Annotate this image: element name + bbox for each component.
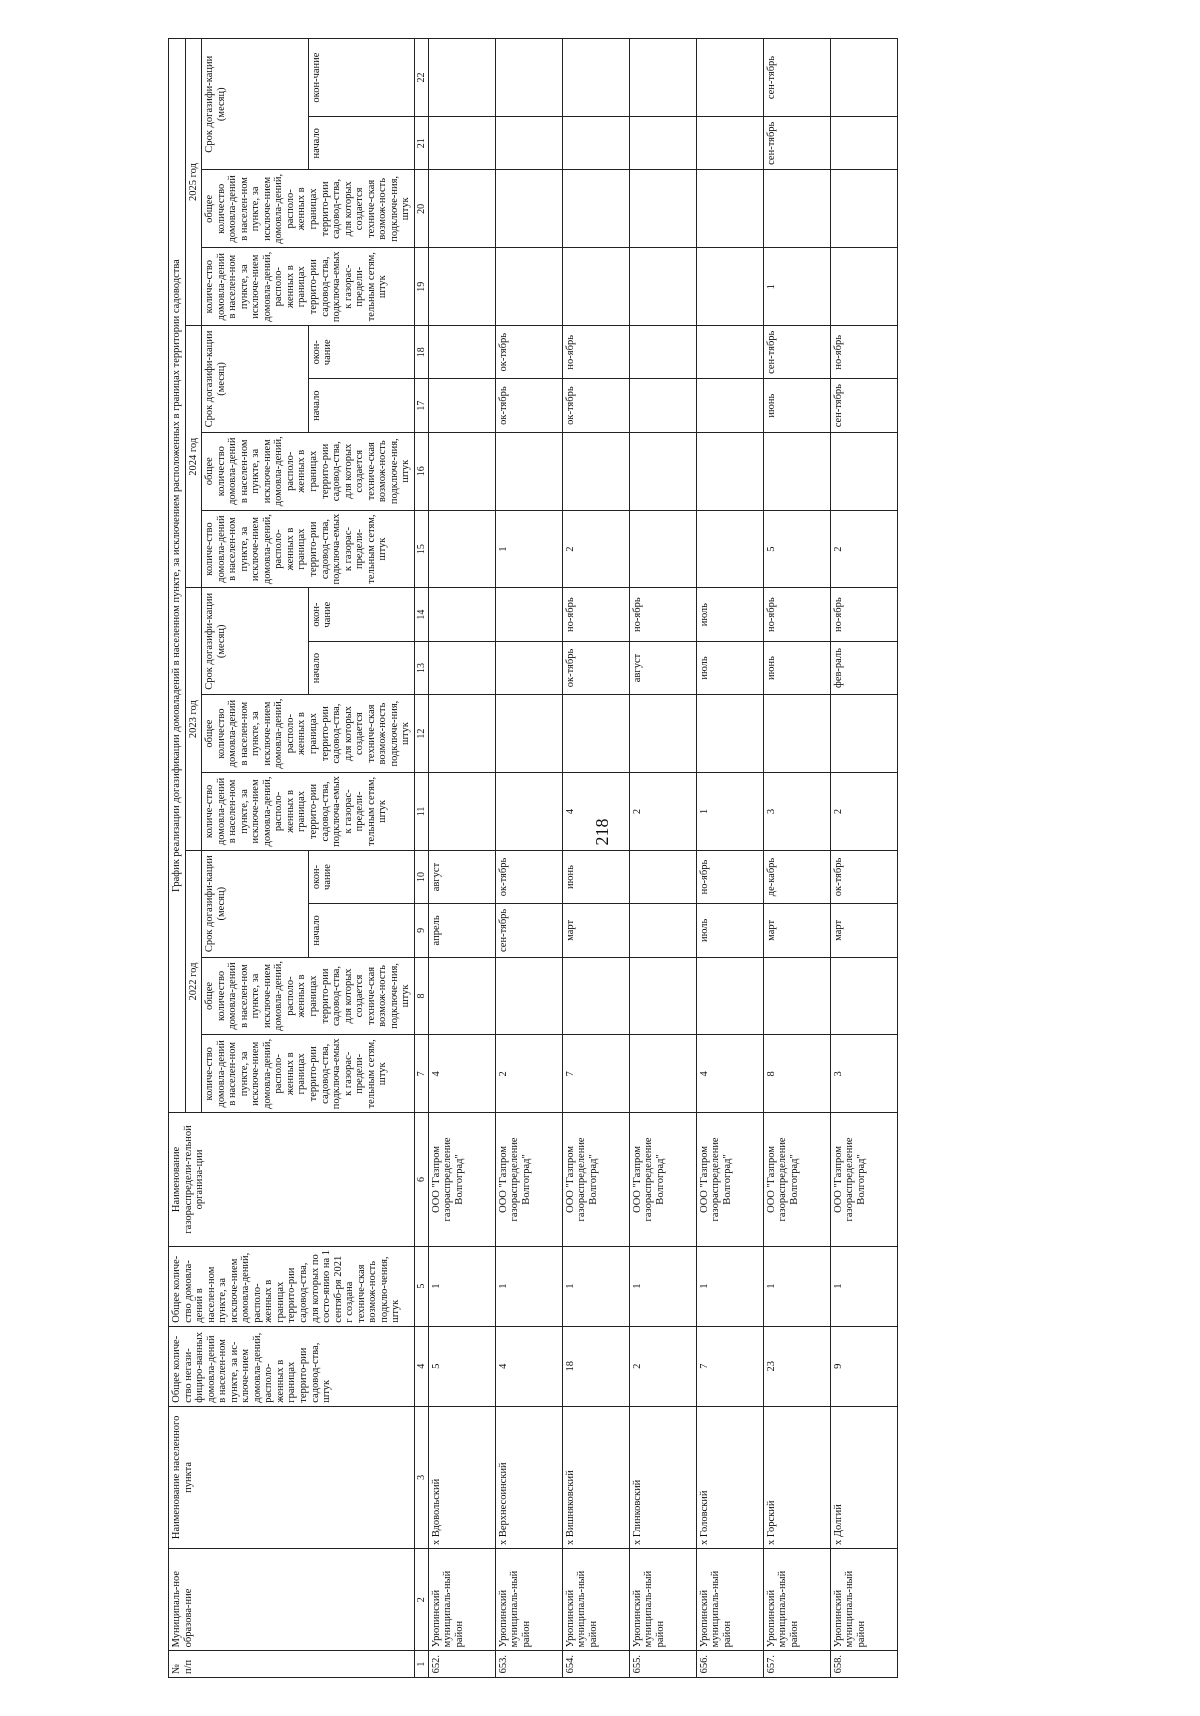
table-row [562,39,629,1678]
cell-c15 [629,510,696,588]
organization-cell: ООО "Газпром газораспределение Волгоград" [763,1113,830,1246]
cell-c18: но-ябрь [830,326,897,379]
cell-c7: 8 [763,1035,830,1113]
cell-c18: но-ябрь [562,326,629,379]
header-count-connected: количе-ство домовла-дений в населен-ном пункте, за исключе-нием домовла-дений, располо-женных в границах террито-рии садовод-ства, подключа-емых к газорас-предели-тельным сетям, штук [202,1035,415,1113]
header-count-technical: общее количество домовла-дений в населен-ном пункте, за исключе-нием домовла-дений, располо-женных в границах террито-рии садовод-ства, для которых создается техниче-ская возмож-ность подключе-ния, штук [202,957,415,1035]
cell-c4: 23 [763,1326,830,1406]
place-name-cell: х Глинковский [629,1406,696,1548]
cell-c4: 7 [696,1326,763,1406]
header-year-2024: 2024 год [185,326,202,588]
cell-c10: но-ябрь [696,850,763,903]
cell-c15: 2 [562,510,629,588]
cell-c18: сен-тябрь [763,326,830,379]
cell-c17: ок-тябрь [562,379,629,432]
column-numbers-row [414,39,428,1678]
cell-c21 [629,117,696,170]
column-number: 3 [414,1406,428,1548]
column-number: 22 [414,39,428,117]
place-name-cell: х Верхнесоинский [495,1406,562,1548]
cell-c18 [696,326,763,379]
column-number: 5 [414,1246,428,1326]
place-name-cell: х Горский [763,1406,830,1548]
cell-c12 [428,695,495,773]
municipality-cell: Урюпинский муниципаль-ный район [495,1549,562,1651]
cell-c11: 2 [830,773,897,851]
column-number: 21 [414,117,428,170]
column-number: 1 [414,1651,428,1678]
municipality-cell: Урюпинский муниципаль-ный район [428,1549,495,1651]
header-organization: Наименование газораспредели-тельной организа-ции [169,1113,415,1246]
header-count-technical: общее количество домовла-дений в населен-ном пункте, за исключе-нием домовла-дений, располо-женных в границах террито-рии садовод-ства, для которых создается техниче-ская возмож-ность подключе-ния, штук [202,695,415,773]
header-term: Срок догазифи-кации (месяц) [202,326,308,433]
cell-c17: июнь [763,379,830,432]
cell-c21 [495,117,562,170]
cell-c16 [696,432,763,510]
cell-c8 [629,957,696,1035]
cell-c17 [629,379,696,432]
cell-c18 [629,326,696,379]
cell-c4: 18 [562,1326,629,1406]
header-start: начало [308,641,414,694]
place-name-cell: х Долгий [830,1406,897,1548]
cell-c20 [428,170,495,248]
cell-c14 [495,588,562,641]
cell-c5: 1 [495,1246,562,1326]
municipality-cell: Урюпинский муниципаль-ный район [562,1549,629,1651]
header-end: окон-чание [308,850,414,903]
cell-c9: март [830,904,897,957]
header-schedule: График реализации догазификации домовладений в населенном пункте, за исключением расположенных в границах территории садоводства [169,39,186,1113]
gasification-schedule-table [168,38,898,1678]
cell-c13 [428,641,495,694]
table-row [830,39,897,1678]
column-number: 17 [414,379,428,432]
cell-c22 [629,39,696,117]
cell-c5: 1 [629,1246,696,1326]
header-count-connected: количе-ство домовла-дений в населен-ном пункте, за исключе-нием домовла-дений, располо-женных в границах террито-рии садовод-ства, подключа-емых к газорас-предели-тельным сетям, штук [202,773,415,851]
cell-c4: 2 [629,1326,696,1406]
cell-c5: 1 [562,1246,629,1326]
cell-c10 [629,850,696,903]
column-number: 10 [414,850,428,903]
cell-c11: 1 [696,773,763,851]
municipality-cell: Урюпинский муниципаль-ный район [696,1549,763,1651]
table-row [428,39,495,1678]
cell-c7 [629,1035,696,1113]
cell-c15: 2 [830,510,897,588]
header-place: Наименование населенного пункта [169,1406,415,1548]
cell-c19 [696,248,763,326]
cell-c16 [495,432,562,510]
cell-c11 [428,773,495,851]
cell-c22 [428,39,495,117]
cell-c19 [830,248,897,326]
cell-c9: апрель [428,904,495,957]
cell-c20 [763,170,830,248]
cell-c8 [763,957,830,1035]
cell-c18: ок-тябрь [495,326,562,379]
cell-c13: ок-тябрь [562,641,629,694]
table-row [696,39,763,1678]
cell-c12 [495,695,562,773]
cell-c14: июль [696,588,763,641]
header-start: начало [308,117,414,170]
cell-c10: август [428,850,495,903]
cell-c15 [696,510,763,588]
header-year-2022: 2022 год [185,850,202,1112]
cell-c20 [495,170,562,248]
organization-cell: ООО "Газпром газораспределение Волгоград" [696,1113,763,1246]
row-number: 655. [629,1651,696,1678]
cell-c8 [428,957,495,1035]
cell-c4: 9 [830,1326,897,1406]
organization-cell: ООО "Газпром газораспределение Волгоград" [495,1113,562,1246]
page-number: 218 [592,818,612,846]
cell-c10: июнь [562,850,629,903]
row-number: 656. [696,1651,763,1678]
municipality-cell: Урюпинский муниципаль-ный район [763,1549,830,1651]
cell-c9: июль [696,904,763,957]
column-number: 19 [414,248,428,326]
municipality-cell: Урюпинский муниципаль-ный район [629,1549,696,1651]
cell-c12 [696,695,763,773]
cell-c19 [562,248,629,326]
column-number: 4 [414,1326,428,1406]
cell-c14: но-ябрь [562,588,629,641]
cell-c7: 3 [830,1035,897,1113]
cell-c9 [629,904,696,957]
cell-c21: сен-тябрь [763,117,830,170]
cell-c21 [696,117,763,170]
cell-c10: ок-тябрь [830,850,897,903]
cell-c5: 1 [763,1246,830,1326]
header-start: начало [308,904,414,957]
cell-c11: 2 [629,773,696,851]
header-total-nongasified: Общее количе-ство негази-фициро-ванных домовла-дений в населен-ном пункте, за ис-ключе-нием домовла-дений, располо-женных в границах террито-рии садовод-ства, штук [169,1326,415,1406]
cell-c15 [428,510,495,588]
place-name-cell: х Головский [696,1406,763,1548]
cell-c13 [495,641,562,694]
cell-c12 [763,695,830,773]
header-end: окон-чание [308,588,414,641]
column-number: 6 [414,1113,428,1246]
cell-c19 [495,248,562,326]
header-year-2025: 2025 год [185,39,202,326]
cell-c9: сен-тябрь [495,904,562,957]
organization-cell: ООО "Газпром газораспределение Волгоград" [629,1113,696,1246]
column-number: 18 [414,326,428,379]
cell-c7: 4 [696,1035,763,1113]
cell-c14 [428,588,495,641]
cell-c10: де-кабрь [763,850,830,903]
cell-c8 [696,957,763,1035]
cell-c11: 4 [562,773,629,851]
column-number: 13 [414,641,428,694]
cell-c5: 1 [830,1246,897,1326]
header-count-technical: общее количество домовла-дений в населен-ном пункте, за исключе-нием домовла-дений, располо-женных в границах террито-рии садовод-ства, для которых создается техниче-ская возмож-ность подключе-ния, штук [202,170,415,248]
cell-c22 [495,39,562,117]
row-number: 653. [495,1651,562,1678]
cell-c12 [562,695,629,773]
cell-c18 [428,326,495,379]
cell-c4: 4 [495,1326,562,1406]
cell-c9: март [763,904,830,957]
row-number: 654. [562,1651,629,1678]
column-number: 9 [414,904,428,957]
cell-c15: 1 [495,510,562,588]
column-number: 2 [414,1549,428,1651]
cell-c21 [830,117,897,170]
header-term: Срок догазифи-кации (месяц) [202,850,308,957]
rotated-table-page [168,38,1184,1678]
row-number: 658. [830,1651,897,1678]
cell-c13: фев-раль [830,641,897,694]
cell-c13: август [629,641,696,694]
organization-cell: ООО "Газпром газораспределение Волгоград" [562,1113,629,1246]
place-name-cell: х Вдовольский [428,1406,495,1548]
table-row [629,39,696,1678]
cell-c20 [629,170,696,248]
header-end: окон-чание [308,39,414,117]
cell-c16 [830,432,897,510]
cell-c21 [428,117,495,170]
header-count-connected: количе-ство домовла-дений в населен-ном пункте, за исключе-нием домовла-дений, располо-женных в границах террито-рии садовод-ства, подключа-емых к газорас-предели-тельным сетям, штук [202,248,415,326]
cell-c8 [495,957,562,1035]
cell-c7: 4 [428,1035,495,1113]
cell-c4: 5 [428,1326,495,1406]
cell-c21 [562,117,629,170]
municipality-cell: Урюпинский муниципаль-ный район [830,1549,897,1651]
cell-c10: ок-тябрь [495,850,562,903]
cell-c15: 5 [763,510,830,588]
cell-c16 [763,432,830,510]
cell-c16 [629,432,696,510]
cell-c7: 7 [562,1035,629,1113]
cell-c12 [629,695,696,773]
cell-c17 [696,379,763,432]
cell-c22 [830,39,897,117]
header-municipality: Муниципаль-ное образова-ние [169,1549,415,1651]
column-number: 8 [414,957,428,1035]
header-num: № п/п [169,1651,415,1678]
column-number: 14 [414,588,428,641]
cell-c20 [830,170,897,248]
cell-c14: но-ябрь [763,588,830,641]
cell-c17: ок-тябрь [495,379,562,432]
cell-c19 [428,248,495,326]
organization-cell: ООО "Газпром газораспределение Волгоград" [830,1113,897,1246]
column-number: 11 [414,773,428,851]
header-term: Срок догазифи-кации (месяц) [202,39,308,170]
header-year-2023: 2023 год [185,588,202,850]
cell-c5: 1 [428,1246,495,1326]
cell-c13: июнь [763,641,830,694]
cell-c14: но-ябрь [830,588,897,641]
cell-c16 [562,432,629,510]
header-count-technical: общее количество домовла-дений в населен-ном пункте, за исключе-нием домовла-дений, располо-женных в границах террито-рии садовод-ства, для которых создается техниче-ская возмож-ность подключе-ния, штук [202,432,415,510]
organization-cell: ООО "Газпром газораспределение Волгоград" [428,1113,495,1246]
cell-c20 [696,170,763,248]
cell-c5: 1 [696,1246,763,1326]
cell-c12 [830,695,897,773]
cell-c22 [696,39,763,117]
cell-c11 [495,773,562,851]
cell-c17 [428,379,495,432]
column-number: 20 [414,170,428,248]
cell-c8 [830,957,897,1035]
header-total-technical: Общее количе-ство домовла-дений в населен-ном пункте, за исключе-нием домовла-дений, располо-женных в границах террито-рии садовод-ства, для которых по состо-янию на 1 сентяб-ря 2021 г создана техниче-ская возмож-ность подклю-чения, штук [169,1246,415,1326]
column-number: 15 [414,510,428,588]
cell-c8 [562,957,629,1035]
place-name-cell: х Вишняковский [562,1406,629,1548]
cell-c7: 2 [495,1035,562,1113]
cell-c17: сен-тябрь [830,379,897,432]
header-start: начало [308,379,414,432]
column-number: 7 [414,1035,428,1113]
cell-c16 [428,432,495,510]
table-row [495,39,562,1678]
cell-c14: но-ябрь [629,588,696,641]
header-term: Срок догазифи-кации (месяц) [202,588,308,695]
column-number: 12 [414,695,428,773]
column-number: 16 [414,432,428,510]
cell-c22 [562,39,629,117]
row-number: 657. [763,1651,830,1678]
header-count-connected: количе-ство домовла-дений в населен-ном пункте, за исключе-нием домовла-дений, располо-женных в границах террито-рии садовод-ства, подключа-емых к газорас-предели-тельным сетям, штук [202,510,415,588]
cell-c19 [629,248,696,326]
cell-c13: июль [696,641,763,694]
cell-c22: сен-тябрь [763,39,830,117]
cell-c11: 3 [763,773,830,851]
cell-c20 [562,170,629,248]
row-number: 652. [428,1651,495,1678]
header-end: окон-чание [308,326,414,379]
cell-c19: 1 [763,248,830,326]
cell-c9: март [562,904,629,957]
table-row [763,39,830,1678]
